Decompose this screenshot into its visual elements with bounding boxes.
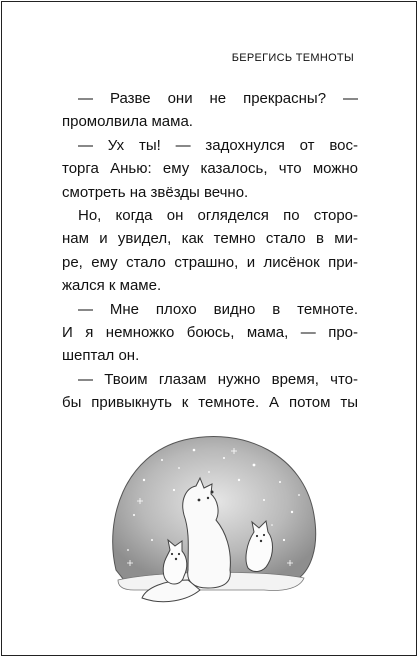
text-line: промолвила мама. — [62, 113, 193, 131]
book-page — [1, 1, 417, 656]
text-line: бы привыкнуть к темноте. А потом ты — [62, 394, 358, 412]
text-line: — Разве они не прекрасны? — — [78, 90, 358, 107]
text-line: ре, ему стало страшно, и лисёнок при- — [62, 253, 358, 271]
text-line: — Твоим глазам нужно время, что- — [78, 370, 358, 388]
text-line: смотреть на звёзды вечно. — [62, 183, 249, 201]
text-line: нам и увидел, как темно стало в ми- — [62, 230, 358, 248]
body-text — [62, 87, 358, 415]
text-line: Но, когда он огляделся по сторо- — [78, 207, 358, 225]
text-line: — Ух ты! — задохнулся от вос- — [78, 136, 358, 154]
text-line: торга Анью: ему казалось, что можно — [62, 160, 358, 178]
text-line: — Мне плохо видно в темноте. — [78, 300, 358, 318]
text-line: жался к маме. — [62, 277, 162, 295]
arctic-fox-family-illustration — [104, 420, 322, 630]
text-line: шептал он. — [62, 347, 140, 365]
running-header: БЕРЕГИСЬ ТЕМНОТЫ — [231, 52, 354, 64]
text-line: И я немножко боюсь, мама, — про- — [62, 324, 358, 342]
